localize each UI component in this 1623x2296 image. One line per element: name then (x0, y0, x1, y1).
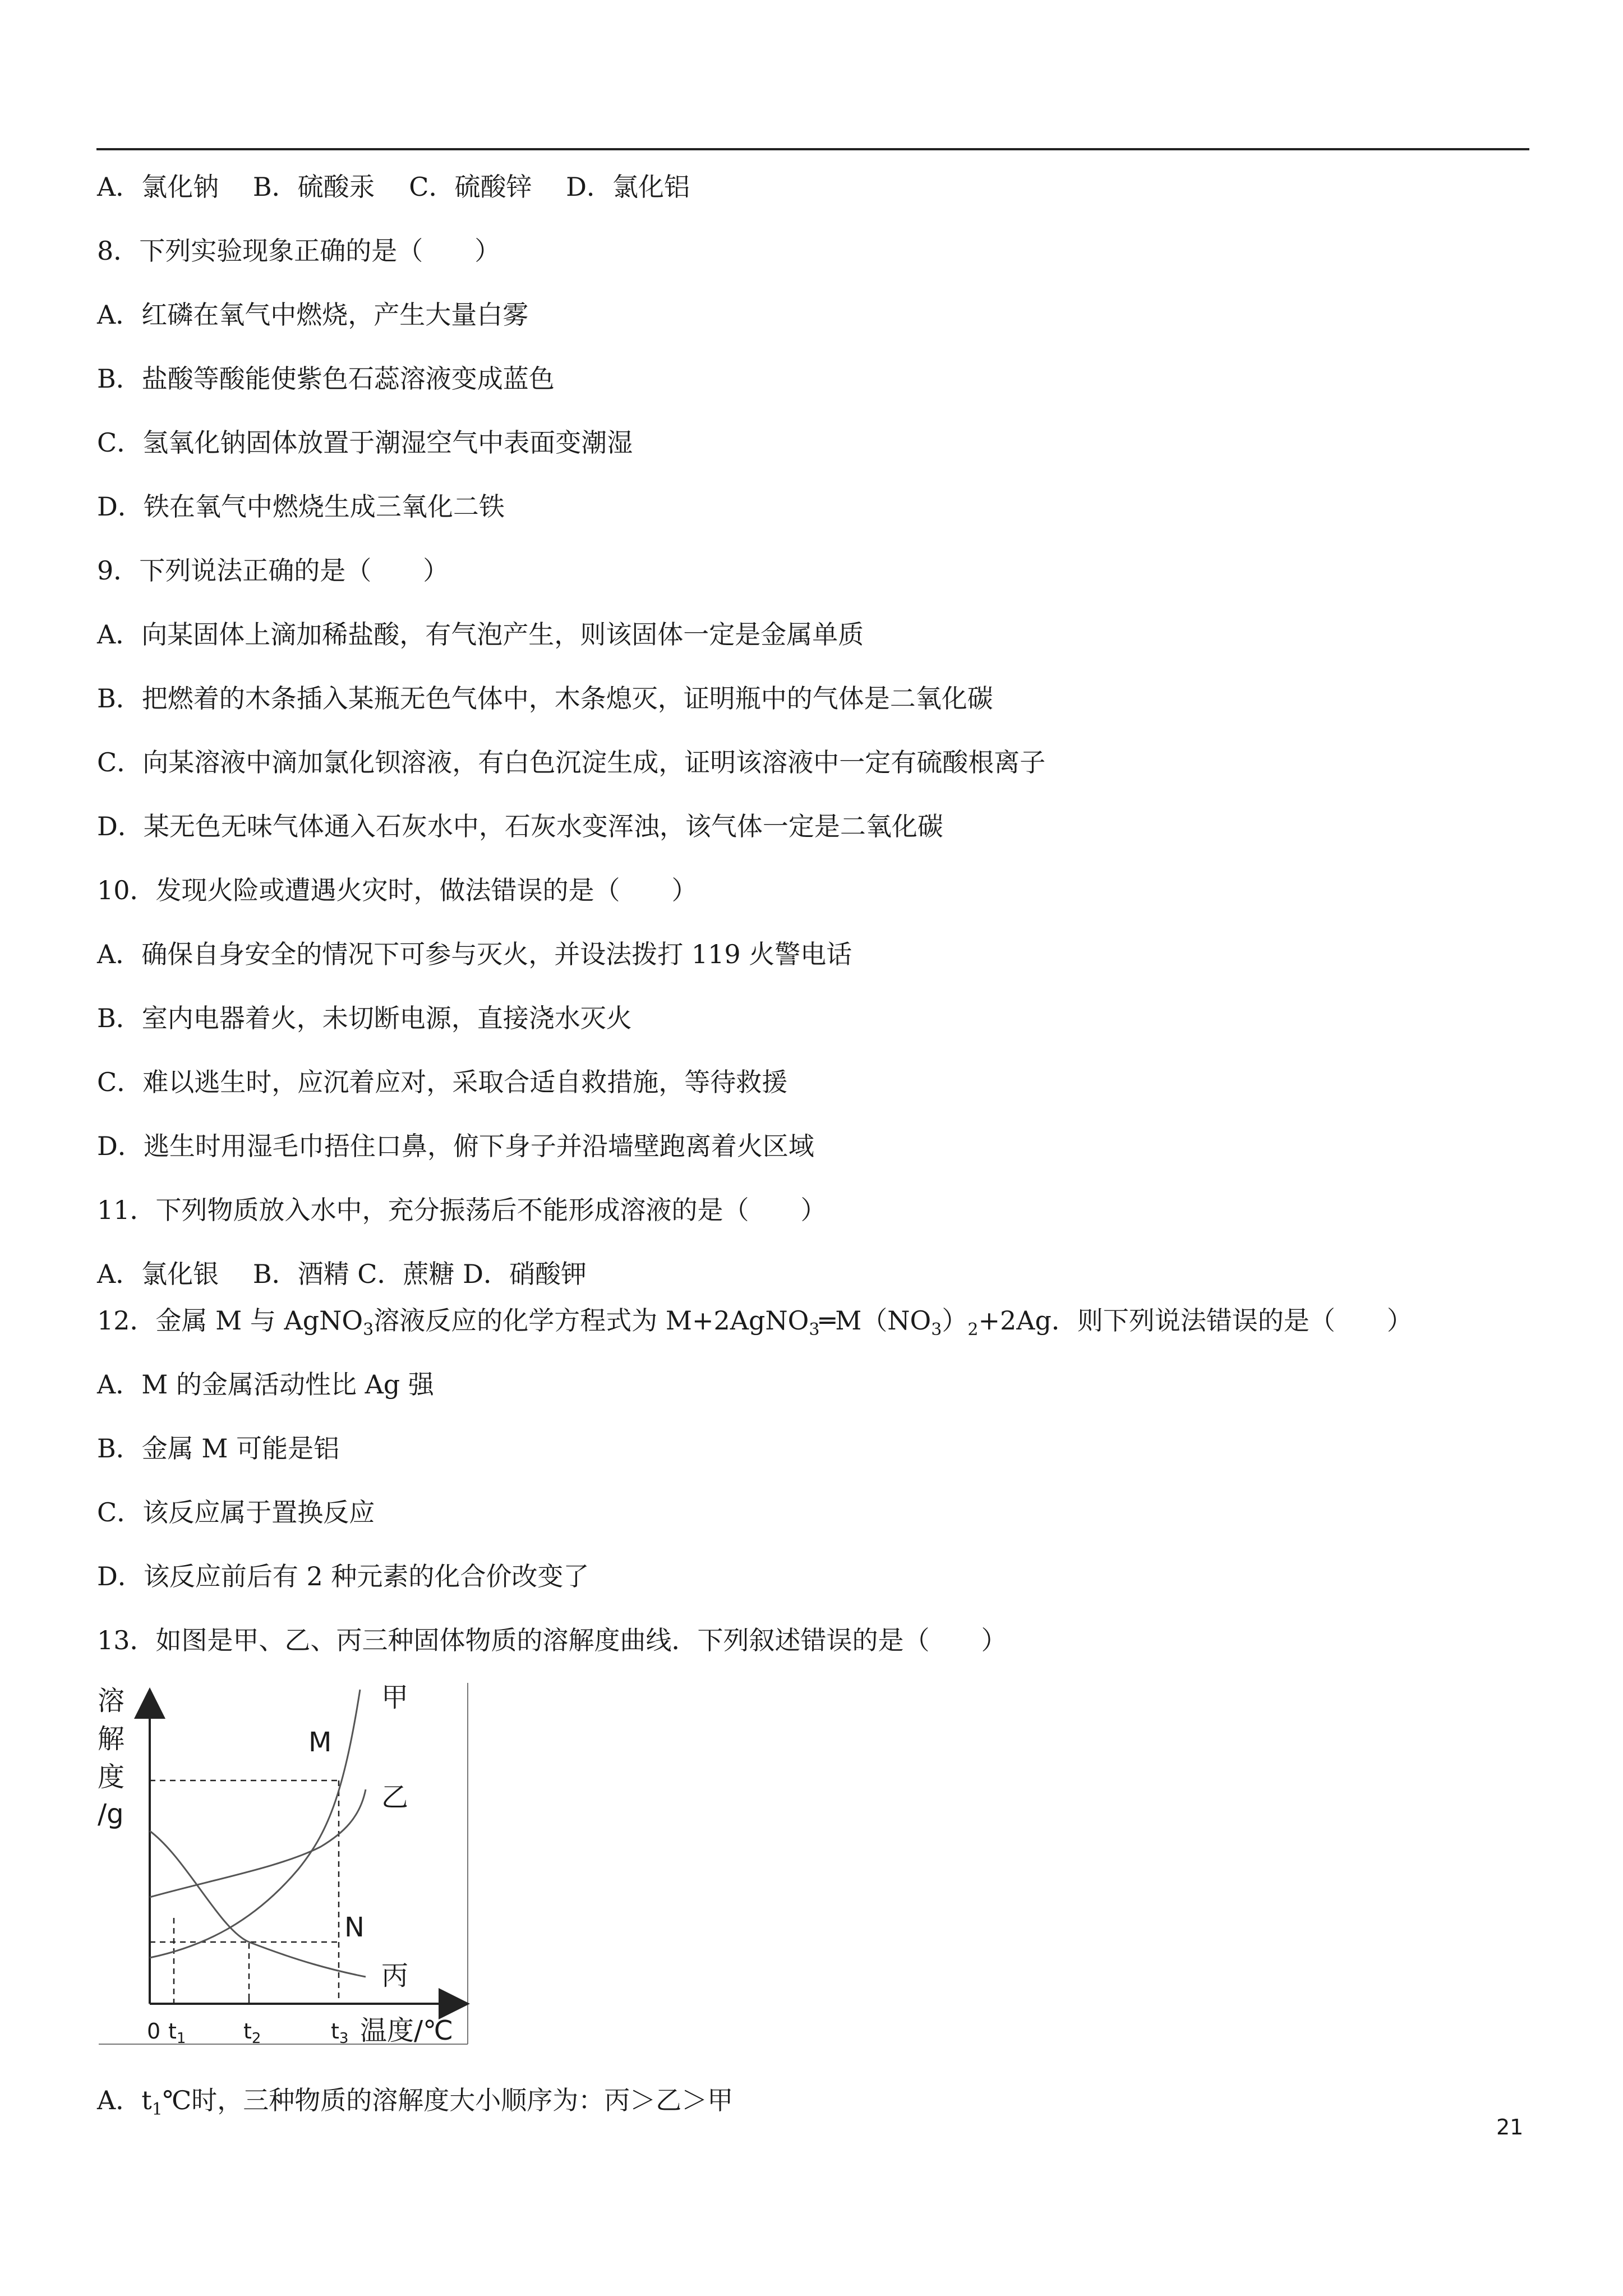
line-q10-c: C．难以逃生时，应沉着应对，采取合适自救措施，等待救援 (97, 1067, 788, 1097)
x-axis-label: 温度/℃ (360, 2015, 454, 2046)
q12-option-b: B．金属 M 可能是铝 (97, 1433, 340, 1464)
line-q9-d: D．某无色无味气体通入石灰水中，石灰水变浑浊，该气体一定是二氧化碳 (97, 811, 943, 841)
line-q9-stem: 9．下列说法正确的是（ ） (97, 555, 449, 586)
line-q9-c: C．向某溶液中滴加氯化钡溶液，有白色沉淀生成，证明该溶液中一定有硫酸根离子 (97, 747, 1046, 777)
label-n: N (344, 1912, 365, 1943)
line-q10-d: D．逃生时用湿毛巾捂住口鼻，俯下身子并沿墙壁跑离着火区域 (97, 1131, 814, 1161)
line-q10-a: A．确保自身安全的情况下可参与灭火，并设法拨打 119 火警电话 (97, 939, 852, 969)
line-q7-options: A．氯化钠 B．硫酸汞 C．硫酸锌 D．氯化铝 (97, 172, 690, 202)
tick-t3: $t_3$ (331, 2019, 349, 2047)
line-q8-stem: 8．下列实验现象正确的是（ ） (97, 236, 501, 266)
line-q10-stem: 10．发现火险或遭遇火灾时，做法错误的是（ ） (97, 875, 698, 905)
page-number: 21 (1496, 2115, 1524, 2139)
line-q9-a: A．向某固体上滴加稀盐酸，有气泡产生，则该固体一定是金属单质 (97, 619, 864, 650)
y-axis-label-1: 溶 (98, 1685, 125, 1717)
line-q8-b: B．盐酸等酸能使紫色石蕊溶液变成蓝色 (97, 364, 555, 394)
tick-t2: $t_2$ (243, 2019, 261, 2047)
label-m: M (308, 1727, 332, 1758)
y-axis-label-4: /g (98, 1798, 124, 1830)
q12-stem: 12．金属 M 与 AgNO$_3$溶液反应的化学方程式为 $M+2AgNO_3═M(NO_3)_2+2Ag$．则下列说法错误的是（ ） (97, 1305, 1413, 1340)
q13-option-a: A．$t_1℃$时，三种物质的溶解度大小顺序为：丙＞乙＞甲 (97, 2085, 734, 2119)
line-q8-d: D．铁在氧气中燃烧生成三氧化二铁 (97, 491, 505, 522)
q13-stem: 13．如图是甲、乙、丙三种固体物质的溶解度曲线．下列叙述错误的是（ ） (97, 1625, 1007, 1655)
line-q9-b: B．把燃着的木条插入某瓶无色气体中，木条熄灭，证明瓶中的气体是二氧化碳 (97, 683, 993, 714)
label-jia: 甲 (381, 1682, 409, 1713)
origin-label: 0 (147, 2019, 161, 2044)
solubility-curve-figure (96, 1678, 472, 2049)
label-yi: 乙 (381, 1782, 409, 1813)
line-q11-options: A．氯化银 B．酒精 C．蔗糖 D．硝酸钾 (97, 1259, 587, 1289)
line-q11-stem: 11．下列物质放入水中，充分振荡后不能形成溶液的是（ ） (97, 1195, 827, 1225)
curve-bing (150, 1831, 366, 1977)
y-axis-label-2: 解 (98, 1723, 125, 1755)
line-q8-c: C．氢氧化钠固体放置于潮湿空气中表面变潮湿 (97, 427, 633, 458)
q12-option-c: C．该反应属于置换反应 (97, 1497, 375, 1527)
q12-option-d: D．该反应前后有 2 种元素的化合价改变了 (97, 1561, 589, 1591)
y-axis-label-3: 度 (98, 1761, 125, 1793)
label-bing: 丙 (381, 1960, 409, 1991)
header-rule (96, 148, 1529, 150)
line-q8-a: A．红磷在氧气中燃烧，产生大量白雾 (97, 300, 529, 330)
q12-option-a: A．M 的金属活动性比 Ag 强 (97, 1369, 434, 1400)
tick-t1: $t_1$ (168, 2019, 186, 2047)
line-q10-b: B．室内电器着火，未切断电源，直接浇水灭火 (97, 1003, 632, 1033)
